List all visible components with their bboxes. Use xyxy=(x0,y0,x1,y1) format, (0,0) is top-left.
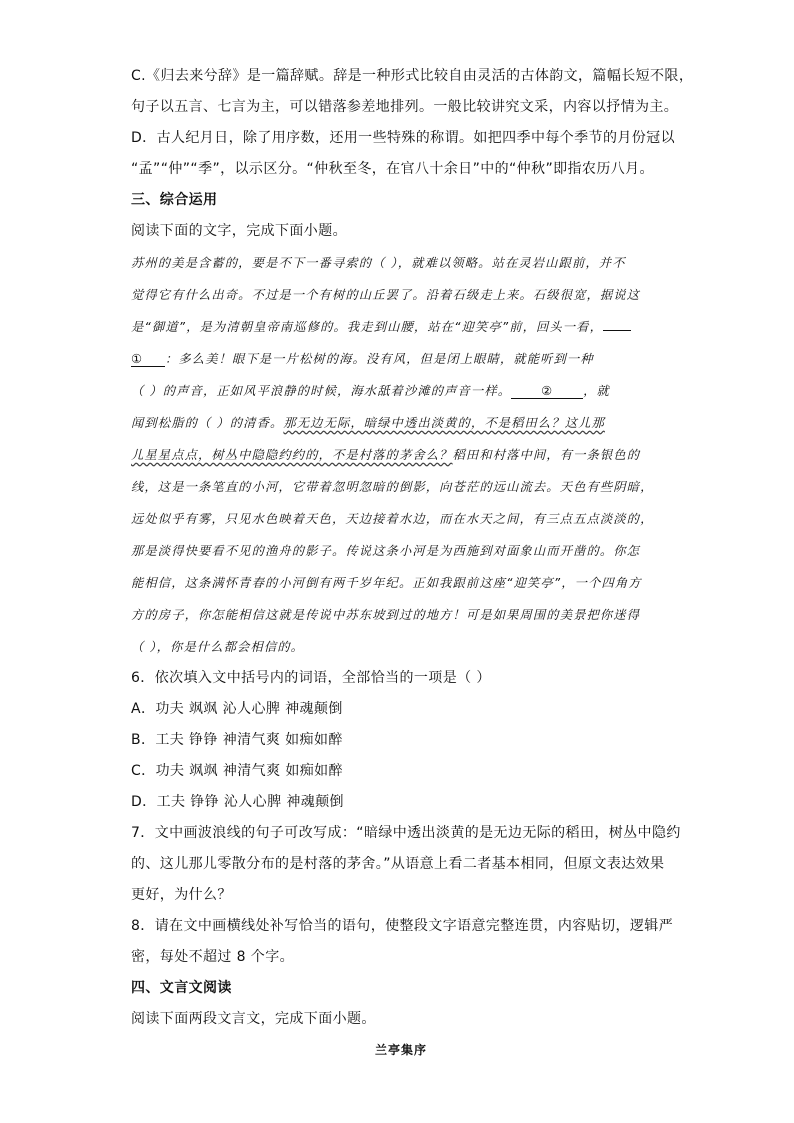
passage-text: （ ）的声音，正如风平浪静的时候，海水舐着沙滩的声音一样。 xyxy=(131,384,512,398)
blank-number-1: ① xyxy=(131,352,144,366)
question-6-stem: 6．依次填入文中括号内的词语，全部恰当的一项是（ ） xyxy=(131,670,491,686)
passage-line: （ ），你是什么都会相信的。 xyxy=(131,640,305,654)
passage-text: ：多么美！眼下是一片松树的海。没有风，但是闭上眼睛，就能听到一种 xyxy=(165,352,594,366)
passage-line xyxy=(131,413,605,431)
answer-blank-2 xyxy=(511,384,583,399)
question-8-line: 密，每处不超过 8 个字。 xyxy=(131,949,295,965)
answer-blank-1 xyxy=(131,352,165,367)
passage-line: 那是淡得快要看不见的渔舟的影子。传说这条小河是为西施到对面象山而开凿的。你怎 xyxy=(131,544,641,558)
passage-line: 苏州的美是含蓄的，要是不下一番寻索的（ ），就难以领略。站在灵岩山跟前，并不 xyxy=(131,256,626,270)
passage-line xyxy=(131,317,631,335)
option-c-line-1: C.《归去来兮辞》是一篇辞赋。辞是一种形式比较自由灵活的古体韵文，篇幅长短不限， xyxy=(131,68,694,84)
passage-line: 远处似乎有雾，只见水色映着天色，天边接着水边，而在水天之间，有三点五点淡淡的， xyxy=(131,512,654,526)
question-7-line: 的、这儿那儿零散分布的是村落的茅舍。”从语意上看二者基本相同，但原文表达效果 xyxy=(131,856,665,872)
option-c-line-2: 句子以五言、七言为主，可以错落参差地排列。一般比较讲究文采，内容以抒情为主。 xyxy=(131,99,679,115)
passage-text: ，就 xyxy=(583,384,610,398)
question-7-line: 7．文中画波浪线的句子可改写成：“暗绿中透出淡黄的是无边无际的稻田，树丛中隐约 xyxy=(131,825,681,841)
question-6-option-d: D．工夫 铮铮 沁人心脾 神魂颠倒 xyxy=(131,794,344,810)
passage-text: 是“御道”，是为清朝皇帝南巡修的。我走到山腰，站在“迎笑亭”前，回头一看， xyxy=(131,320,603,334)
section-instruction: 阅读下面的文字，完成下面小题。 xyxy=(131,223,347,239)
answer-blank-1-start xyxy=(603,318,631,331)
question-6-option-a: A．功夫 飒飒 沁人心脾 神魂颠倒 xyxy=(131,701,343,717)
blank-number-2: ② xyxy=(541,384,554,398)
option-d-line-1: D．古人纪月日，除了用序数，还用一些特殊的称谓。如把四季中每个季节的月份冠以 xyxy=(131,130,675,146)
passage-line: 能相信，这条满怀青春的小河倒有两千岁年纪。正如我跟前这座“迎笑亭”，一个四角方 xyxy=(131,576,642,590)
wavy-underlined-sentence: 儿星星点点，树丛中隐隐约约的，不是村落的茅舍么？ xyxy=(131,448,453,462)
question-8-line: 8．请在文中画横线处补写恰当的语句，使整段文字语意完整连贯，内容贴切，逻辑严 xyxy=(131,918,674,934)
section-heading: 四、文言文阅读 xyxy=(131,980,232,996)
passage-text: 稻田和村落中间，有一条银色的 xyxy=(452,448,641,462)
question-7-line: 更好，为什么？ xyxy=(131,887,232,903)
passage-text: 闻到松脂的（ ）的清香。 xyxy=(131,416,284,430)
passage-line: 线，这是一条笔直的小河，它带着忽明忽暗的倒影，向苍茫的远山流去。天色有些阴暗， xyxy=(131,480,654,494)
classical-text-title: 兰亭集序 xyxy=(374,1043,427,1057)
passage-line xyxy=(131,381,610,399)
question-6-option-b: B．工夫 铮铮 神清气爽 如痴如醉 xyxy=(131,732,343,748)
section-heading: 三、综合运用 xyxy=(131,192,218,208)
question-6-option-c: C．功夫 飒飒 神清气爽 如痴如醉 xyxy=(131,763,343,779)
option-d-line-2: “孟”“仲”“季”，以示区分。“仲秋至冬，在官八十余日”中的“仲秋”即指农历八月。 xyxy=(131,161,654,177)
passage-line: 方的房子，你怎能相信这就是传说中苏东坡到过的地方！可是如果周围的美景把你迷得 xyxy=(131,608,641,622)
wavy-underlined-sentence: 那无边无际，暗绿中透出淡黄的，不是稻田么？这儿那 xyxy=(283,416,605,430)
section-instruction: 阅读下面两段文言文，完成下面小题。 xyxy=(131,1011,376,1027)
passage-line: 觉得它有什么出奇。不过是一个有树的山丘罢了。沿着石级走上来。石级很宽，据说这 xyxy=(131,288,641,302)
passage-line xyxy=(131,349,594,367)
passage-line xyxy=(131,445,640,463)
